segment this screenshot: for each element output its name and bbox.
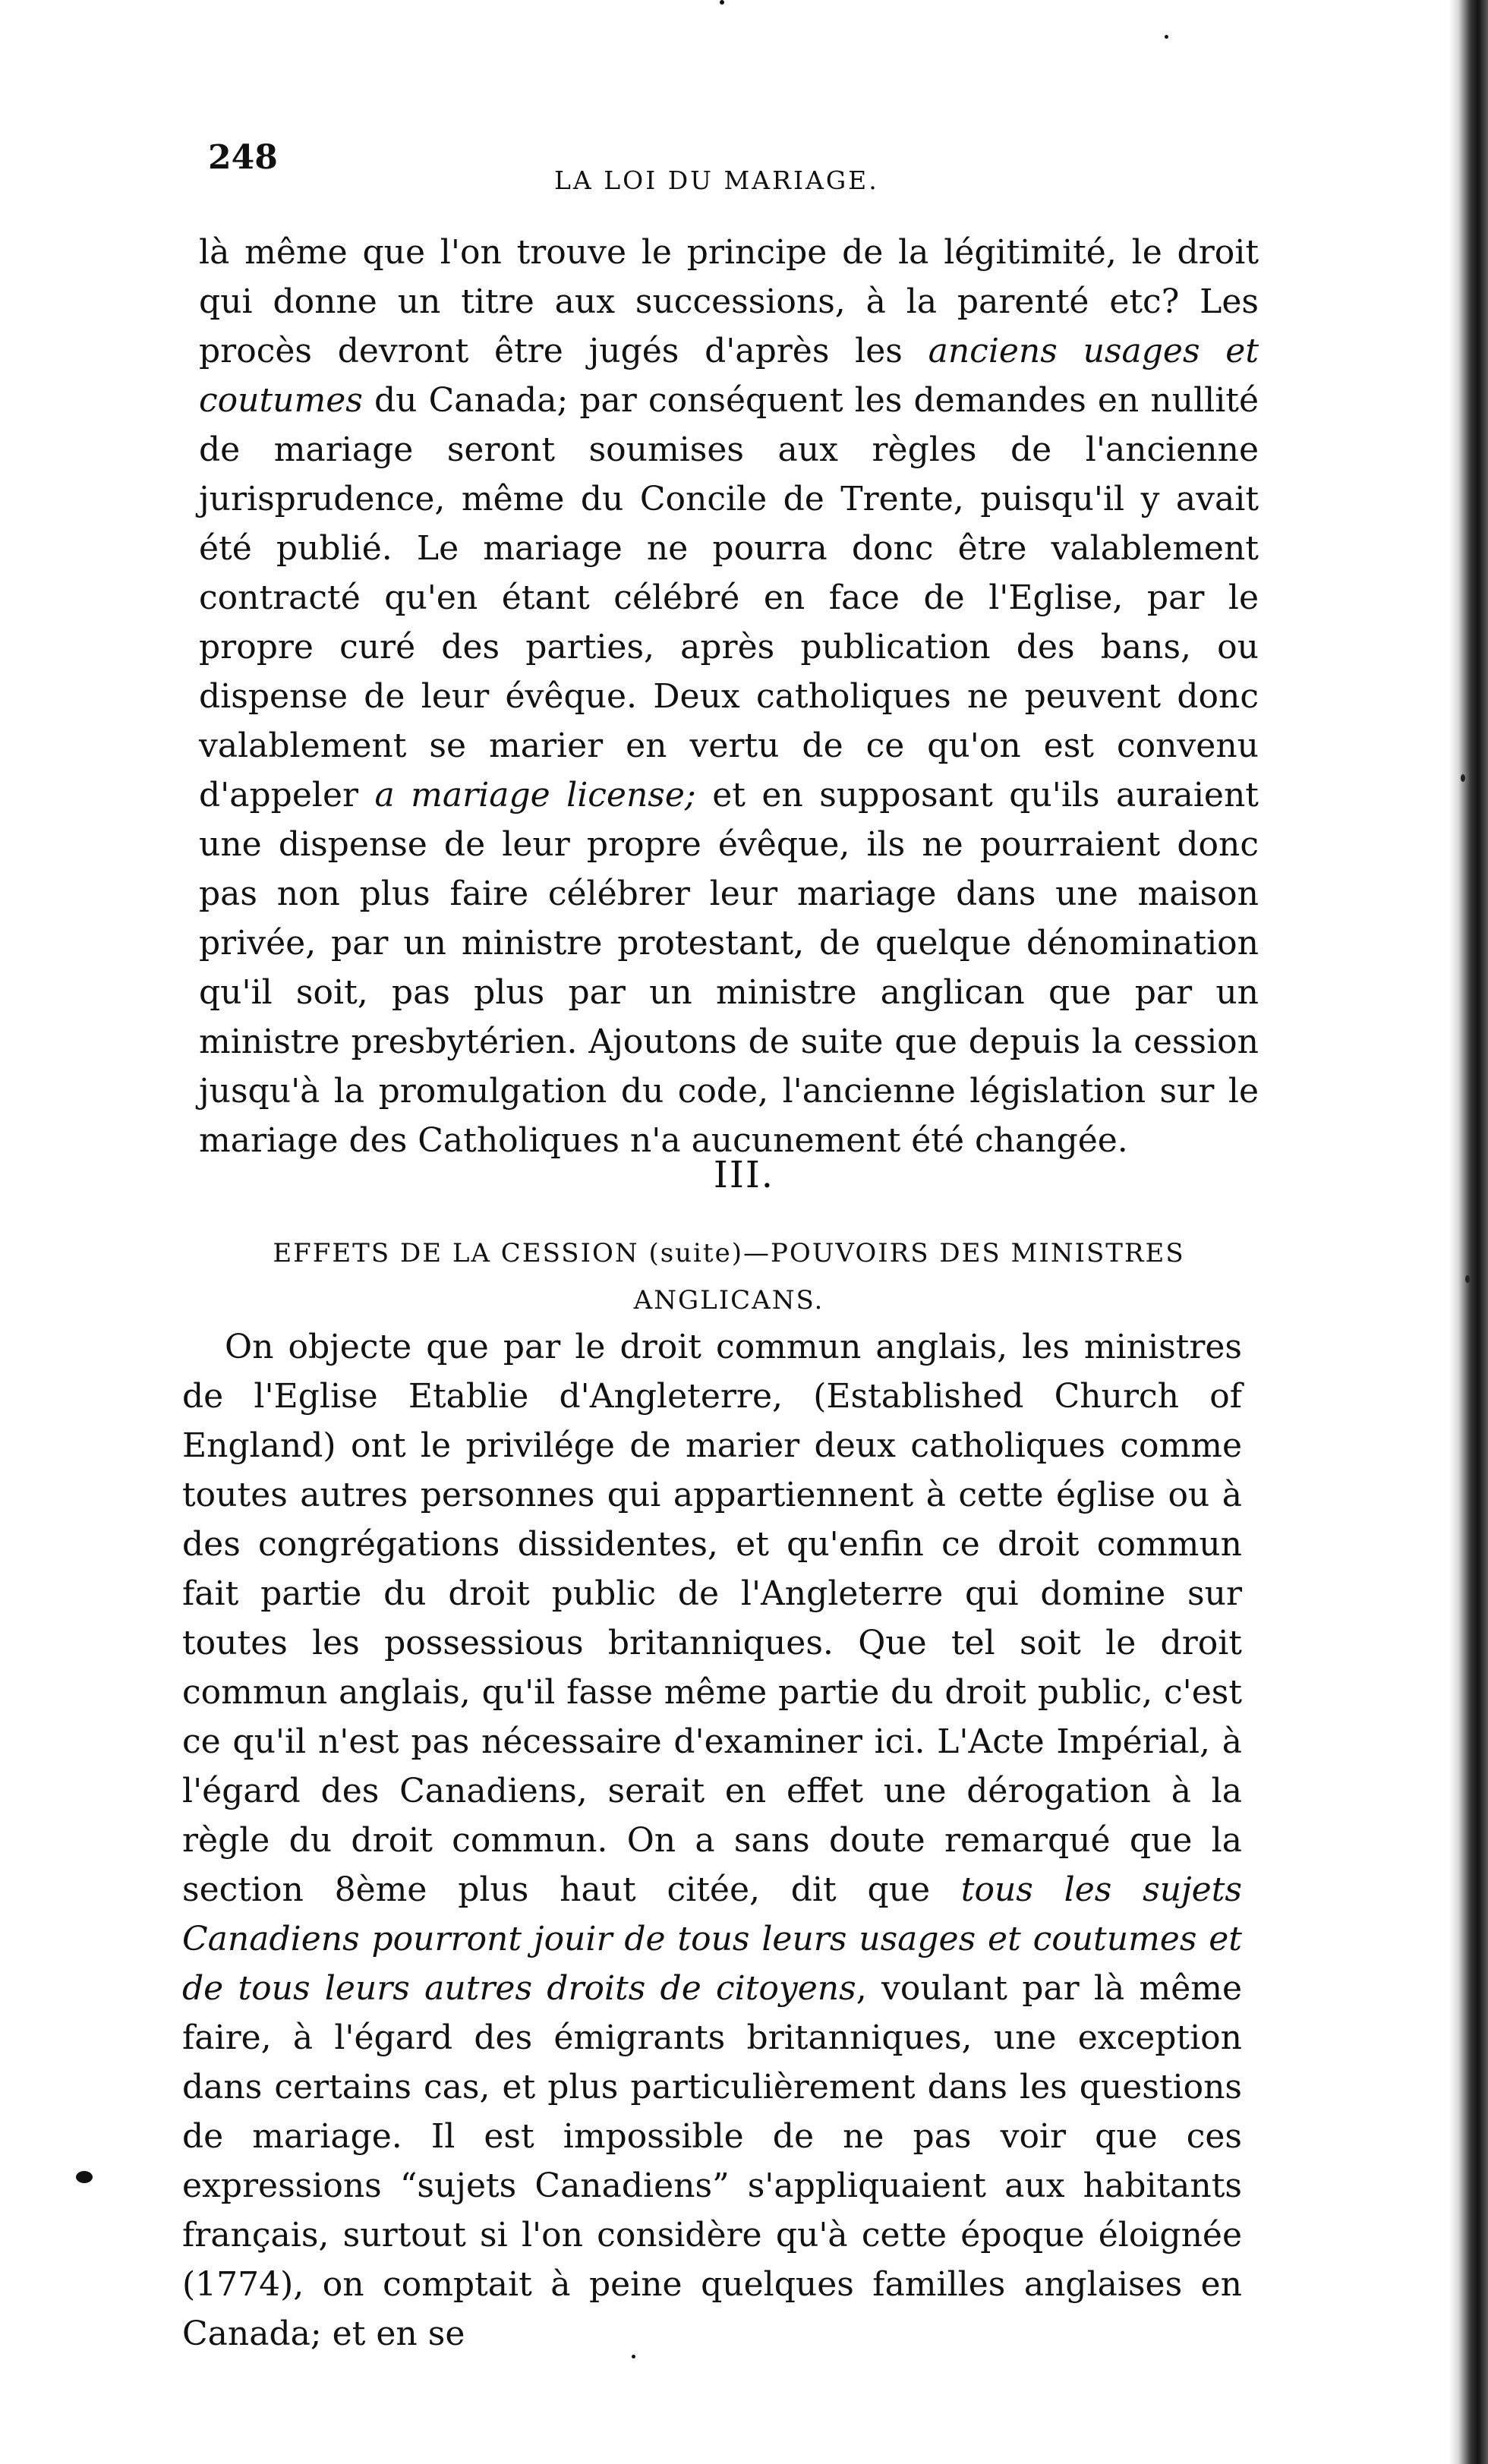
paragraph-2 (182, 1322, 1242, 2358)
text-segment: On objecte que par le droit commun anglais, les ministres de l'Eglise Etablie d'Angleterre, (Established Church of England) ont le privilége de marier deux catholiques comme toutes autres personnes qui appartiennent à cette église ou à des congrégations dissidentes, et qu'enfin ce droit commun fait partie du droit public de l'Angleterre qui domine sur toutes les possessious britanniques. Que tel soit le droit commun anglais, qu'il fasse même partie du droit public, c'est ce qu'il n'est pas nécessaire d'examiner ici. L'Acte Impérial, à l'égard des Canadiens, serait en effet une dérogation à la règle du droit commun. On a sans doute remarqué que la section 8ème plus haut citée, dit que (182, 1328, 1242, 1909)
section-title-line-2: ANGLICANS. (633, 1285, 824, 1315)
section-number: III. (713, 1154, 775, 1196)
section-title-line-1: EFFETS DE LA CESSION (suite)—POUVOIRS DES MINISTRES (273, 1238, 1185, 1268)
paragraph-2-text (182, 1322, 1242, 2358)
section-title (199, 1230, 1259, 1324)
page-number: 248 (208, 138, 278, 177)
italic-phrase: anciens usages et coutumes (199, 332, 1259, 420)
text-segment: et en supposant qu'ils auraient une dispense de leur propre évêque, ils ne pourraient donc pas non plus faire célébrer leur mariage dans une maison privée, par un ministre protestant, de quelque dénomination qu'il soit, pas plus par un ministre anglican que par un ministre presbytérien. Ajoutons de suite que depuis la cession jusqu'à la promulgation du code, l'ancienne législation sur le mariage des Catholiques n'a aucunement été changée. (199, 776, 1259, 1160)
text-segment: , voulant par là même faire, à l'égard des émigrants britanniques, une exception dans certains cas, et plus particulièrement dans les questions de mariage. Il est impossible de ne pas voir que ces expressions “sujets Canadiens” s'appliquaient aux habitants français, surtout si l'on considère qu'à cette époque éloignée (1774), on comptait à peine quelques familles anglaises en Canada; et en se (182, 1969, 1243, 2353)
italic-phrase: tous les sujets Canadiens pourront jouir de tous leurs usages et coutumes et de tous leurs autres droits de citoyens (182, 1870, 1242, 2008)
text-segment: là même que l'on trouve le principe de la légitimité, le droit qui donne un titre aux successions, à la parenté etc? Les procès devront être jugés d'après les (199, 233, 1259, 370)
edge-speck (1461, 774, 1465, 782)
text-segment: du Canada; par conséquent les demandes en nullité de mariage seront soumises aux règles de l'ancienne jurisprudence, même du Concile de Trente, puisqu'il y avait été publié. Le mariage ne pourra donc être valablement contracté qu'en étant célébré en face de l'Eglise, par le propre curé des parties, après publication des bans, ou dispense de leur évêque. Deux catholiques ne peuvent donc valablement se marier en vertu de ce qu'on est convenu d'appeler (199, 381, 1259, 815)
ink-speck (1165, 35, 1168, 39)
paragraph-1 (199, 228, 1259, 1165)
ink-speck (720, 0, 724, 5)
page-binding-edge (1449, 0, 1488, 2464)
italic-phrase: a mariage license; (374, 776, 696, 815)
edge-speck (1465, 1275, 1470, 1283)
ink-speck (76, 2171, 93, 2183)
paragraph-1-text (199, 228, 1259, 1165)
running-title: LA LOI DU MARIAGE. (554, 165, 879, 195)
